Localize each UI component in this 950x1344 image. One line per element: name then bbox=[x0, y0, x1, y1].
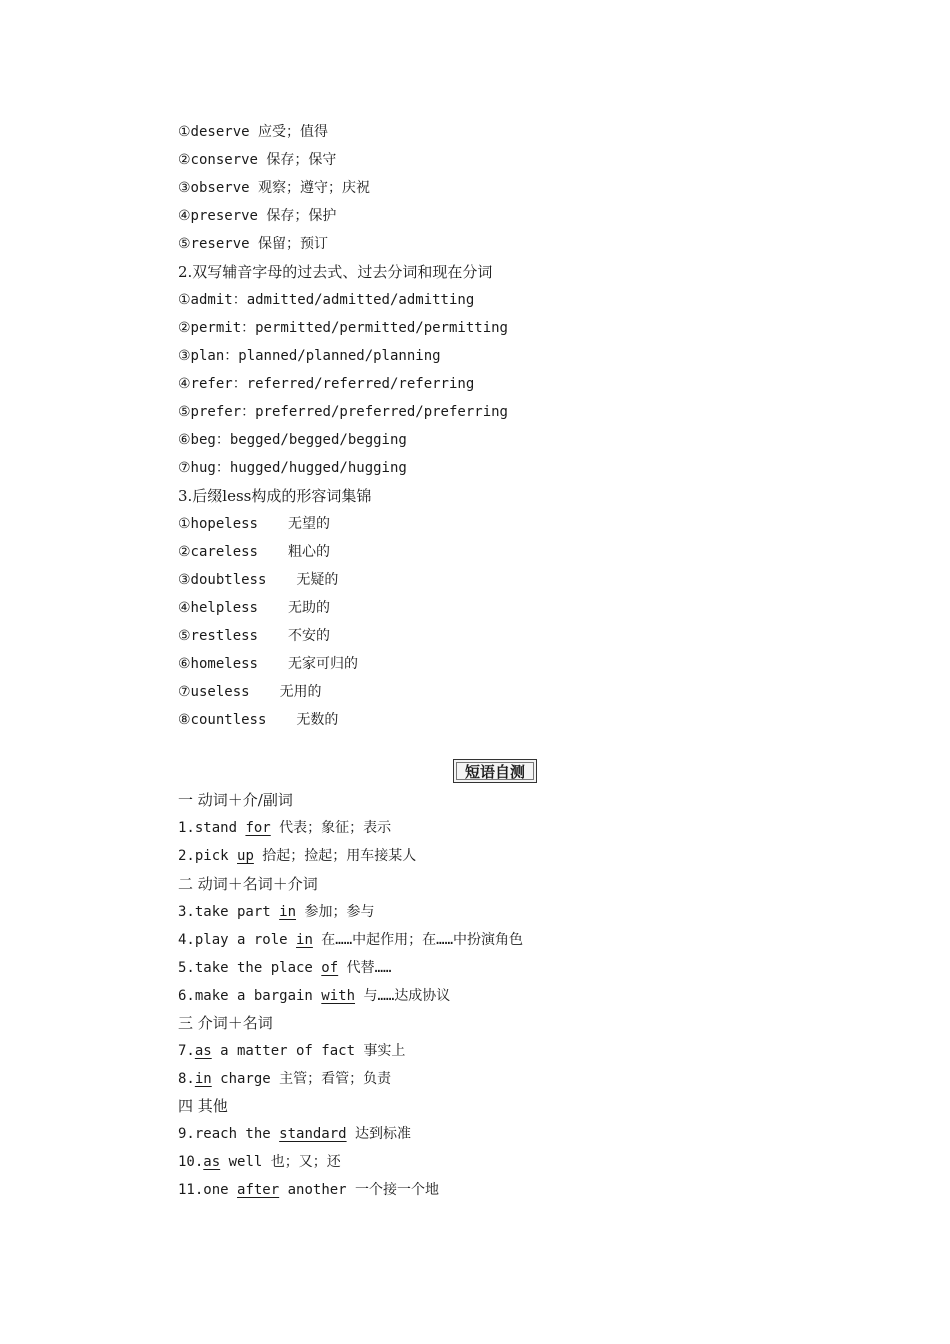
phrase-post: 拾起；捡起；用车接某人 bbox=[253, 848, 417, 864]
word-item: ③observe 观察；遵守；庆祝 bbox=[178, 180, 370, 196]
adjective-word: ⑤restless bbox=[178, 628, 258, 644]
phrase-pre: 8. bbox=[178, 1071, 195, 1087]
phrase-item bbox=[178, 1067, 391, 1091]
phrase-pre: 6.make a bargain bbox=[178, 988, 322, 1004]
adjective-item bbox=[178, 624, 330, 648]
section-title-text: 短语自测 bbox=[464, 762, 525, 781]
phrase-item bbox=[178, 984, 450, 1008]
phrase-item bbox=[178, 1178, 439, 1202]
adjective-word: ②careless bbox=[178, 544, 258, 560]
adjective-meaning: 无望的 bbox=[287, 516, 330, 532]
phrase-post: 代表；象征；表示 bbox=[270, 820, 392, 836]
phrase-post: 在……中起作用；在……中扮演角色 bbox=[312, 932, 524, 948]
adjective-word: ④helpless bbox=[178, 600, 258, 616]
adjective-word: ⑦useless bbox=[178, 684, 250, 700]
phrase-pre: 3.take part bbox=[178, 904, 280, 920]
phrase-category: 二 动词＋名词＋介词 bbox=[178, 875, 318, 893]
phrase-post: well 也；又；还 bbox=[220, 1154, 341, 1170]
phrase-answer: as bbox=[203, 1154, 221, 1170]
verb-item: ①admit：admitted/admitted/admitting bbox=[178, 292, 475, 308]
phrase-pre: 11.one bbox=[178, 1182, 238, 1198]
phrase-post: 与……达成协议 bbox=[355, 988, 451, 1004]
adjective-meaning: 粗心的 bbox=[287, 544, 330, 560]
adjective-word: ⑥homeless bbox=[178, 656, 258, 672]
verb-item: ③plan：planned/planned/planning bbox=[178, 348, 441, 364]
verb-item: ④refer：referred/referred/referring bbox=[178, 376, 475, 392]
adjective-item bbox=[178, 708, 338, 732]
phrase-item bbox=[178, 956, 391, 980]
adjective-item bbox=[178, 512, 330, 536]
phrase-answer: up bbox=[237, 848, 254, 864]
phrase-pre: 2.pick bbox=[178, 848, 238, 864]
phrase-post: 代替…… bbox=[338, 960, 392, 976]
adjective-meaning: 无家可归的 bbox=[287, 656, 358, 672]
phrase-post: 达到标准 bbox=[346, 1126, 412, 1142]
phrase-answer: for bbox=[245, 820, 271, 836]
adjective-meaning: 无用的 bbox=[279, 684, 322, 700]
adjective-meaning: 无疑的 bbox=[296, 572, 339, 588]
phrase-item bbox=[178, 1039, 405, 1063]
section-title-phrase-test bbox=[453, 759, 537, 783]
phrase-answer: standard bbox=[279, 1126, 347, 1142]
phrase-item bbox=[178, 1122, 411, 1146]
word-item: ⑤reserve 保留；预订 bbox=[178, 236, 328, 252]
adjective-meaning: 不安的 bbox=[287, 628, 330, 644]
heading-less-suffix: 3.后缀less构成的形容词集锦 bbox=[178, 487, 372, 505]
verb-item: ⑦hug：hugged/hugged/hugging bbox=[178, 460, 407, 476]
word-item: ④preserve 保存；保护 bbox=[178, 208, 337, 224]
adjective-meaning: 无助的 bbox=[287, 600, 330, 616]
word-item: ①deserve 应受；值得 bbox=[178, 124, 328, 140]
verb-item: ⑥beg：begged/begged/begging bbox=[178, 432, 407, 448]
phrase-post: a matter of fact 事实上 bbox=[211, 1043, 406, 1059]
adjective-word: ⑧countless bbox=[178, 712, 267, 728]
phrase-answer: of bbox=[321, 960, 339, 976]
adjective-item bbox=[178, 540, 330, 564]
verb-item: ⑤prefer：preferred/preferred/preferring bbox=[178, 404, 508, 420]
phrase-item bbox=[178, 900, 374, 924]
phrase-answer: with bbox=[321, 988, 356, 1004]
phrase-pre: 4.play a role bbox=[178, 932, 297, 948]
verb-item: ②permit：permitted/permitted/permitting bbox=[178, 320, 508, 336]
phrase-answer: as bbox=[194, 1043, 212, 1059]
phrase-pre: 1.stand bbox=[178, 820, 246, 836]
heading-double-consonant: 2.双写辅音字母的过去式、过去分词和现在分词 bbox=[178, 263, 493, 281]
phrase-pre: 7. bbox=[178, 1043, 195, 1059]
phrase-category: 一 动词＋介/副词 bbox=[178, 791, 293, 809]
adjective-item bbox=[178, 568, 338, 592]
phrase-post: charge 主管；看管；负责 bbox=[211, 1071, 392, 1087]
adjective-item bbox=[178, 652, 358, 676]
adjective-meaning: 无数的 bbox=[296, 712, 339, 728]
phrase-answer: in bbox=[194, 1071, 212, 1087]
phrase-answer: after bbox=[237, 1182, 280, 1198]
phrase-answer: in bbox=[279, 904, 297, 920]
phrase-item bbox=[178, 1150, 341, 1174]
adjective-item bbox=[178, 596, 330, 620]
phrase-pre: 9.reach the bbox=[178, 1126, 280, 1142]
phrase-item bbox=[178, 844, 416, 868]
adjective-item bbox=[178, 680, 322, 704]
phrase-category: 三 介词＋名词 bbox=[178, 1014, 273, 1032]
phrase-item bbox=[178, 928, 523, 952]
adjective-word: ①hopeless bbox=[178, 516, 258, 532]
phrase-item bbox=[178, 816, 391, 840]
phrase-answer: in bbox=[296, 932, 313, 948]
phrase-post: another 一个接一个地 bbox=[279, 1182, 440, 1198]
phrase-post: 参加；参与 bbox=[296, 904, 375, 920]
phrase-category: 四 其他 bbox=[178, 1097, 228, 1115]
phrase-pre: 10. bbox=[178, 1154, 204, 1170]
phrase-pre: 5.take the place bbox=[178, 960, 322, 976]
word-item: ②conserve 保存；保守 bbox=[178, 152, 337, 168]
adjective-word: ③doubtless bbox=[178, 572, 267, 588]
